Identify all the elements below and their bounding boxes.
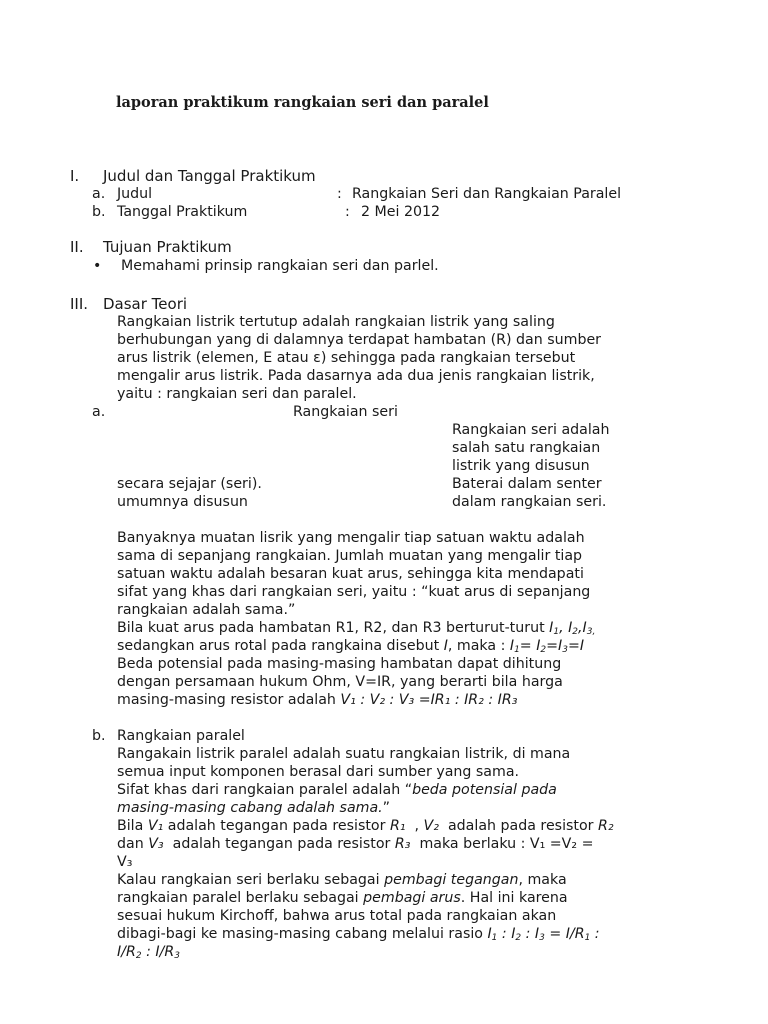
kalau-text-2: , maka <box>518 872 567 888</box>
intro-line: mengalir arus listrik. Pada dasarnya ada dua jenis rangkaian listrik, <box>117 368 595 384</box>
arus-total-text: sedangkan arus rotal pada rangkaina disebut <box>117 638 440 654</box>
section-2-number: II. <box>70 238 84 256</box>
quote-end: ” <box>382 800 391 816</box>
dan-text-3: maka berlaku : V₁ =V₂ = <box>419 836 594 852</box>
right-column-line: Baterai dalam senter <box>452 476 602 492</box>
subsection-a-title: Rangkaian seri <box>293 404 398 420</box>
left-column-line: umumnya disusun <box>117 494 248 510</box>
subsection-a-label: a. <box>92 404 106 420</box>
rp-line <box>117 889 568 907</box>
current-equation: $I_1= I_2=I_3=I$ <box>509 638 585 655</box>
v1-symbol: V₁ <box>147 818 164 834</box>
right-column-line: listrik yang disusun <box>452 458 590 474</box>
left-column-line: secara sejajar (seri). <box>117 476 262 492</box>
para2-line: dengan persamaan hukum Ohm, V=IR, yang berarti bila harga <box>117 674 563 690</box>
bila-text-2: adalah tegangan pada resistor <box>167 818 386 834</box>
rp-em: pembagi arus <box>363 890 461 906</box>
para1-line: sama di sepanjang rangkaian. Jumlah muatan yang mengalir tiap <box>117 548 583 564</box>
r1-symbol: R₁ <box>389 818 406 834</box>
kalau-em: pembagi tegangan <box>384 872 519 888</box>
intro-line: berhubungan yang di dalamnya terdapat hambatan (R) dan sumber <box>117 332 602 348</box>
paralel-para-line: Rangakain listrik paralel adalah suatu rangkaian listrik, di mana <box>117 746 571 762</box>
dan-text-2: adalah tegangan pada resistor <box>172 836 391 852</box>
tanggal-separator: : <box>345 204 350 220</box>
r2-symbol: R₂ <box>598 818 614 834</box>
document-title: laporan praktikum rangkaian seri dan paralel <box>116 94 489 111</box>
right-column-line: dalam rangkaian seri. <box>452 494 607 510</box>
dan-text: dan <box>117 836 144 852</box>
dan-line <box>117 835 593 853</box>
dibagi-line <box>117 925 600 943</box>
judul-value: Rangkaian Seri dan Rangkaian Paralel <box>352 186 622 202</box>
bila-text-3: adalah pada resistor <box>447 818 594 834</box>
kuat-arus-line <box>117 619 595 637</box>
section-1-heading: Judul dan Tanggal Praktikum <box>103 167 316 185</box>
v3-line: V₃ <box>117 854 133 870</box>
judul-key: Judul <box>117 186 153 202</box>
voltage-ratio-formula: V₁ : V₂ : V₃ =IR₁ : IR₂ : IR₃ <box>340 692 518 708</box>
current-symbols: $I_1$, $I_2,I_{3,}$ <box>549 620 596 637</box>
current-symbol: I <box>443 638 448 654</box>
bullet-icon: • <box>93 258 102 274</box>
sesuai-line: sesuai hukum Kirchoff, bahwa arus total pada rangkaian akan <box>117 908 557 924</box>
section-3-number: III. <box>70 295 89 313</box>
voltage-ratio-line <box>117 691 517 709</box>
intro-line: yaitu : rangkaian seri dan paralel. <box>117 386 357 402</box>
item-b-label: b. <box>92 204 106 220</box>
sifat-quote-2: masing-masing cabang adalah sama. <box>117 800 383 816</box>
bila-text: Bila <box>117 818 144 834</box>
sifat-text: Sifat khas dari rangkaian paralel adalah “ <box>117 782 413 798</box>
para2-line: Beda potensial pada masing-masing hambatan dapat dihitung <box>117 656 562 672</box>
v3-symbol: V₃ <box>148 836 164 852</box>
tanggal-value: 2 Mei 2012 <box>361 204 441 220</box>
section-3-heading: Dasar Teori <box>103 295 188 313</box>
sifat-khas-line <box>117 781 557 799</box>
item-a-label: a. <box>92 186 106 202</box>
sifat-khas-line-2 <box>117 799 390 817</box>
arus-total-line <box>117 637 584 655</box>
subsection-b-label: b. <box>92 728 106 744</box>
judul-separator: : <box>337 186 342 202</box>
kalau-line <box>117 871 567 889</box>
masing-text: masing-masing resistor adalah <box>117 692 336 708</box>
dibagi-text: dibagi-bagi ke masing-masing cabang melalui rasio <box>117 926 483 942</box>
r3-symbol: R₃ <box>394 836 411 852</box>
intro-line: Rangkaian listrik tertutup adalah rangkaian listrik yang saling <box>117 314 555 330</box>
sifat-quote: beda potensial pada <box>412 782 557 798</box>
bila-line: Bila V₁ adalah tegangan pada resistor R₁ , V₂ adalah pada resistor R₂ <box>117 818 614 834</box>
ratio-formula: $I_1$ : $I_2$ : $I_3 = I/R_1$ : <box>487 926 600 943</box>
right-column-line: Rangkaian seri adalah <box>452 422 610 438</box>
section-1-number: I. <box>70 167 80 185</box>
tanggal-key: Tanggal Praktikum <box>117 204 248 220</box>
subsection-b-title: Rangkaian paralel <box>117 728 245 744</box>
rp-text: rangkaian paralel berlaku sebagai <box>117 890 359 906</box>
maka-text: , maka : <box>447 638 506 654</box>
ratio-formula-cont: $I/R_2$ : $I/R_3$ <box>117 944 180 961</box>
right-column-line: salah satu rangkaian <box>452 440 601 456</box>
para1-line: satuan waktu adalah besaran kuat arus, sehingga kita mendapati <box>117 566 584 582</box>
para1-line: rangkaian adalah sama.” <box>117 602 296 618</box>
para1-line: sifat yang khas dari rangkaian seri, yaitu : “kuat arus di sepanjang <box>117 584 591 600</box>
paralel-para-line: semua input komponen berasal dari sumber yang sama. <box>117 764 520 780</box>
rp-text-2: . Hal ini karena <box>460 890 568 906</box>
kalau-text: Kalau rangkaian seri berlaku sebagai <box>117 872 380 888</box>
section-2-heading: Tujuan Praktikum <box>103 238 232 256</box>
v2-symbol: V₂ <box>423 818 439 834</box>
kuat-arus-text: Bila kuat arus pada hambatan R1, R2, dan R3 berturut-turut <box>117 620 545 636</box>
para1-line: Banyaknya muatan lisrik yang mengalir tiap satuan waktu adalah <box>117 530 585 546</box>
intro-line: arus listrik (elemen, E atau ε) sehingga pada rangkaian tersebut <box>117 350 576 366</box>
tujuan-item: Memahami prinsip rangkaian seri dan parlel. <box>121 258 439 274</box>
